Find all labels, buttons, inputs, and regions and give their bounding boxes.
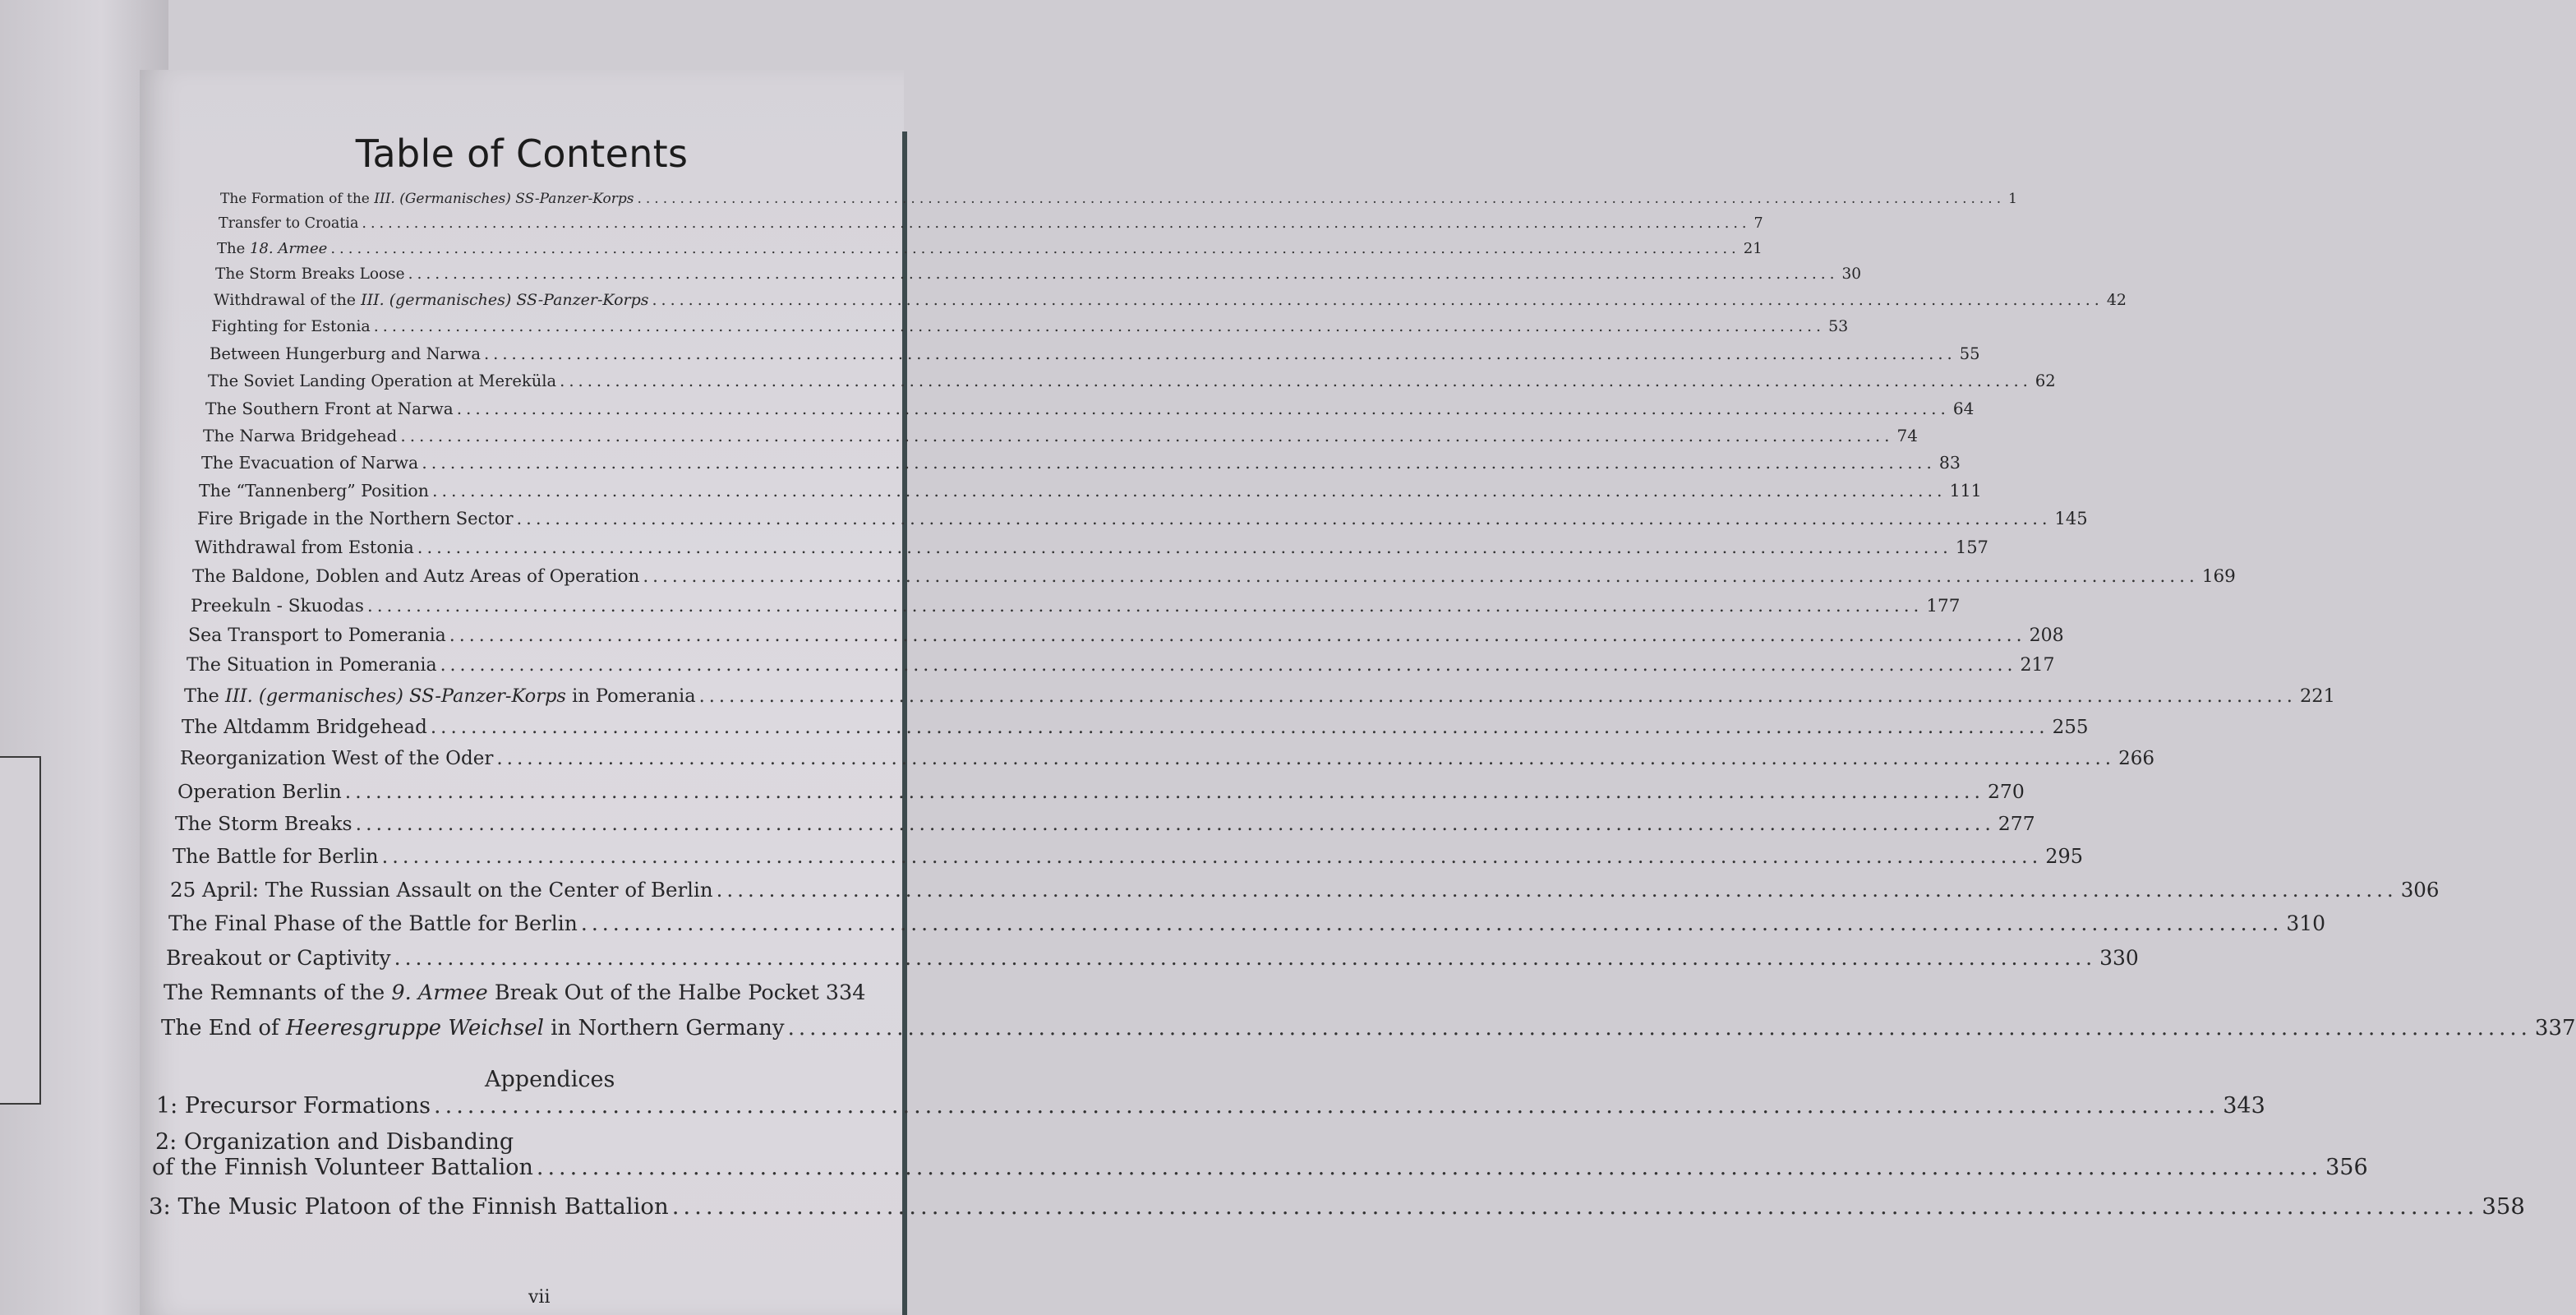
toc-entry-title: Reorganization West of the Oder [180, 748, 494, 769]
appendix-title: 1: Precursor Formations [156, 1093, 431, 1119]
toc-entry-page: 310 [2286, 911, 2326, 935]
appendix-title: 3: The Music Platoon of the Finnish Battalion [149, 1193, 669, 1220]
toc-entry-title: The 18. Armee [217, 240, 328, 257]
appendix-entry [156, 1093, 2265, 1119]
appendix-entry [149, 1193, 2525, 1220]
toc-entry [219, 215, 1763, 232]
dot-leader: ................................................................................................................................................................ [408, 265, 1839, 283]
dot-leader: ................................................................................................................................................................ [652, 291, 2104, 309]
dot-leader: ................................................................................................................................................................ [417, 538, 1952, 557]
toc-entry-title: The Baldone, Doblen and Autz Areas of Operation [192, 566, 640, 587]
dot-leader: ................................................................................................................................................................ [431, 481, 1947, 501]
appendix-page: 356 [2325, 1155, 2368, 1180]
toc-entry [211, 317, 1849, 335]
toc-entry-title: The Battle for Berlin [173, 845, 379, 868]
toc-entry-title: The Soviet Landing Operation at Mereküla [208, 371, 557, 390]
toc-entry [191, 596, 1961, 616]
toc-entry-page: 217 [2020, 655, 2055, 676]
toc-entry [166, 946, 2139, 970]
appendix-title-line1: 2: Organization and Disbanding [155, 1129, 514, 1155]
toc-entry-title: Withdrawal from Estonia [195, 538, 414, 557]
toc-entry-page: 53 [1828, 317, 1849, 335]
dot-leader: ................................................................................................................................................................ [483, 344, 1956, 363]
toc-entry-page: 55 [1959, 344, 1980, 363]
toc-entry-title: The Southern Front at Narwa [205, 399, 454, 418]
toc-entry [205, 399, 1975, 418]
toc-entry-title: Between Hungerburg and Narwa [210, 344, 481, 363]
toc-entry-title: The Final Phase of the Battle for Berlin [168, 911, 578, 935]
toc-entry-title: Preekuln - Skuodas [191, 596, 364, 616]
dot-leader: ................................................................................................................................................................ [373, 317, 1826, 335]
toc-entry [180, 748, 2155, 769]
toc-entry-page: 295 [2045, 845, 2084, 868]
toc-entry [220, 191, 2017, 207]
toc-entry-title: Transfer to Croatia [219, 215, 359, 232]
toc-entry-page: 7 [1753, 215, 1763, 232]
toc-entry-title: The Formation of the III. (Germanisches) SS-Panzer-Korps [220, 191, 634, 207]
dot-leader: ................................................................................................................................................................ [643, 566, 2199, 587]
toc-entry [199, 481, 1982, 501]
toc-entry-title: Breakout or Captivity [166, 946, 391, 970]
dot-leader: ................................................................................................................................................................ [362, 215, 1751, 232]
toc-entry-page: 21 [1743, 240, 1763, 257]
toc-entry [173, 845, 2084, 868]
toc-entry [182, 717, 2089, 738]
toc-entry-title: The End of Heeresgruppe Weichsel in Northern Germany [161, 1016, 785, 1040]
toc-entry-page: 266 [2118, 748, 2155, 769]
toc-entry-page: 221 [2299, 685, 2335, 707]
toc-entry [192, 566, 2236, 587]
toc-entry-page: 255 [2052, 717, 2089, 738]
dot-leader: ................................................................................................................................................................ [560, 371, 2032, 390]
toc-entry-page: 145 [2054, 509, 2088, 528]
toc-entry-title: The Evacuation of Narwa [201, 453, 419, 473]
toc-entry [168, 911, 2326, 935]
dot-leader: ................................................................................................................................................................ [449, 625, 2026, 646]
toc-entry [215, 265, 1862, 283]
toc-entry-title: 25 April: The Russian Assault on the Center of Berlin [170, 878, 713, 902]
dot-leader: ................................................................................................................................................................ [637, 191, 2006, 207]
toc-entry-page: 111 [1949, 481, 1982, 501]
page-title: Table of Contents [355, 132, 689, 176]
toc-entry-page: 157 [1955, 538, 1988, 557]
toc-entry-title: The Storm Breaks Loose [215, 265, 405, 283]
toc-entry-page: 306 [2400, 878, 2440, 902]
dot-leader: ................................................................................................................................................................ [330, 240, 1740, 257]
toc-entry-page: 334 [825, 980, 866, 1005]
appendices-heading: Appendices [485, 1067, 615, 1092]
dot-leader: ................................................................................................................................................................ [434, 1093, 2220, 1119]
toc-entry [164, 980, 865, 1005]
toc-entry [210, 344, 1980, 363]
appendix-page: 358 [2482, 1193, 2525, 1220]
toc-entry-page: 42 [2106, 291, 2127, 309]
dot-leader: ................................................................................................................................................................ [355, 812, 1995, 835]
dot-leader: ................................................................................................................................................................ [440, 655, 2017, 676]
toc-entry-title: The Remnants of the 9. Armee Break Out of the Halbe Pocket [164, 980, 819, 1005]
toc-entry [197, 509, 2088, 528]
toc-entry-title: The “Tannenberg” Position [199, 481, 429, 501]
toc-entry [208, 371, 2056, 390]
toc-entry-page: 1 [2008, 191, 2017, 207]
dot-leader: ................................................................................................................................................................ [698, 685, 2297, 707]
dot-leader: ................................................................................................................................................................ [344, 780, 1984, 803]
toc-entry-title: The Situation in Pomerania [187, 655, 437, 676]
toc-entry-title: Sea Transport to Pomerania [188, 625, 446, 646]
toc-entry-page: 30 [1841, 265, 1862, 283]
toc-entry-title: The Storm Breaks [175, 812, 353, 835]
toc-entry [188, 625, 2064, 646]
dot-leader: ................................................................................................................................................................ [400, 426, 1894, 445]
toc-entry [214, 291, 2127, 309]
toc-entry [217, 240, 1763, 257]
toc-entry-page: 270 [1987, 780, 2025, 803]
appendix-entry [152, 1129, 2368, 1180]
toc-entry-page: 330 [2099, 946, 2139, 970]
dot-leader: ................................................................................................................................................................ [516, 509, 2052, 528]
dot-leader: ................................................................................................................................................................ [456, 399, 1950, 418]
toc-entry-page: 337 [2534, 1016, 2576, 1040]
toc-entry-page: 169 [2201, 566, 2236, 587]
dot-leader: ................................................................................................................................................................ [536, 1155, 2323, 1180]
dot-leader: ................................................................................................................................................................ [496, 748, 2116, 769]
toc-entry-page: 74 [1896, 426, 1918, 445]
dot-leader: ................................................................................................................................................................ [366, 596, 1924, 616]
toc-entry [161, 1016, 2576, 1040]
dot-leader: ................................................................................................................................................................ [580, 911, 2283, 935]
appendix-page: 343 [2223, 1093, 2265, 1119]
toc-entry [177, 780, 2025, 803]
toc-entry-title: The III. (germanisches) SS-Panzer-Korps in Pomerania [184, 685, 696, 707]
toc-entry [187, 655, 2055, 676]
toc-entry-page: 64 [1952, 399, 1975, 418]
dot-leader: ................................................................................................................................................................ [394, 946, 2097, 970]
toc-entry [170, 878, 2440, 902]
dot-leader: ................................................................................................................................................................ [430, 717, 2049, 738]
toc-entry-page: 62 [2035, 371, 2056, 390]
toc-entry-title: Fire Brigade in the Northern Sector [197, 509, 514, 528]
toc-entry-page: 177 [1926, 596, 1961, 616]
dot-leader: ................................................................................................................................................................ [422, 453, 1936, 473]
toc-entry [175, 812, 2035, 835]
toc-entry-title: Withdrawal of the III. (germanisches) SS-Panzer-Korps [214, 291, 649, 309]
toc-entry-title: Operation Berlin [177, 780, 342, 803]
toc-entry-title: The Altdamm Bridgehead [182, 717, 427, 738]
page-number: vii [528, 1287, 551, 1308]
dot-leader: ................................................................................................................................................................ [787, 1016, 2532, 1040]
toc-entry-page: 83 [1938, 453, 1961, 473]
toc-entry-title: Fighting for Estonia [211, 317, 371, 335]
appendix-title-line2: of the Finnish Volunteer Battalion [152, 1155, 533, 1180]
dot-leader: ................................................................................................................................................................ [716, 878, 2398, 902]
toc-entry [195, 538, 1988, 557]
toc-entry-title: The Narwa Bridgehead [203, 426, 398, 445]
toc-entry [203, 426, 1918, 445]
dot-leader: ................................................................................................................................................................ [381, 845, 2043, 868]
toc-entry-page: 208 [2029, 625, 2064, 646]
toc-entry [184, 685, 2335, 707]
toc-entry-page: 277 [1998, 812, 2035, 835]
dot-leader: ................................................................................................................................................................ [671, 1193, 2479, 1220]
toc-entry [201, 453, 1961, 473]
